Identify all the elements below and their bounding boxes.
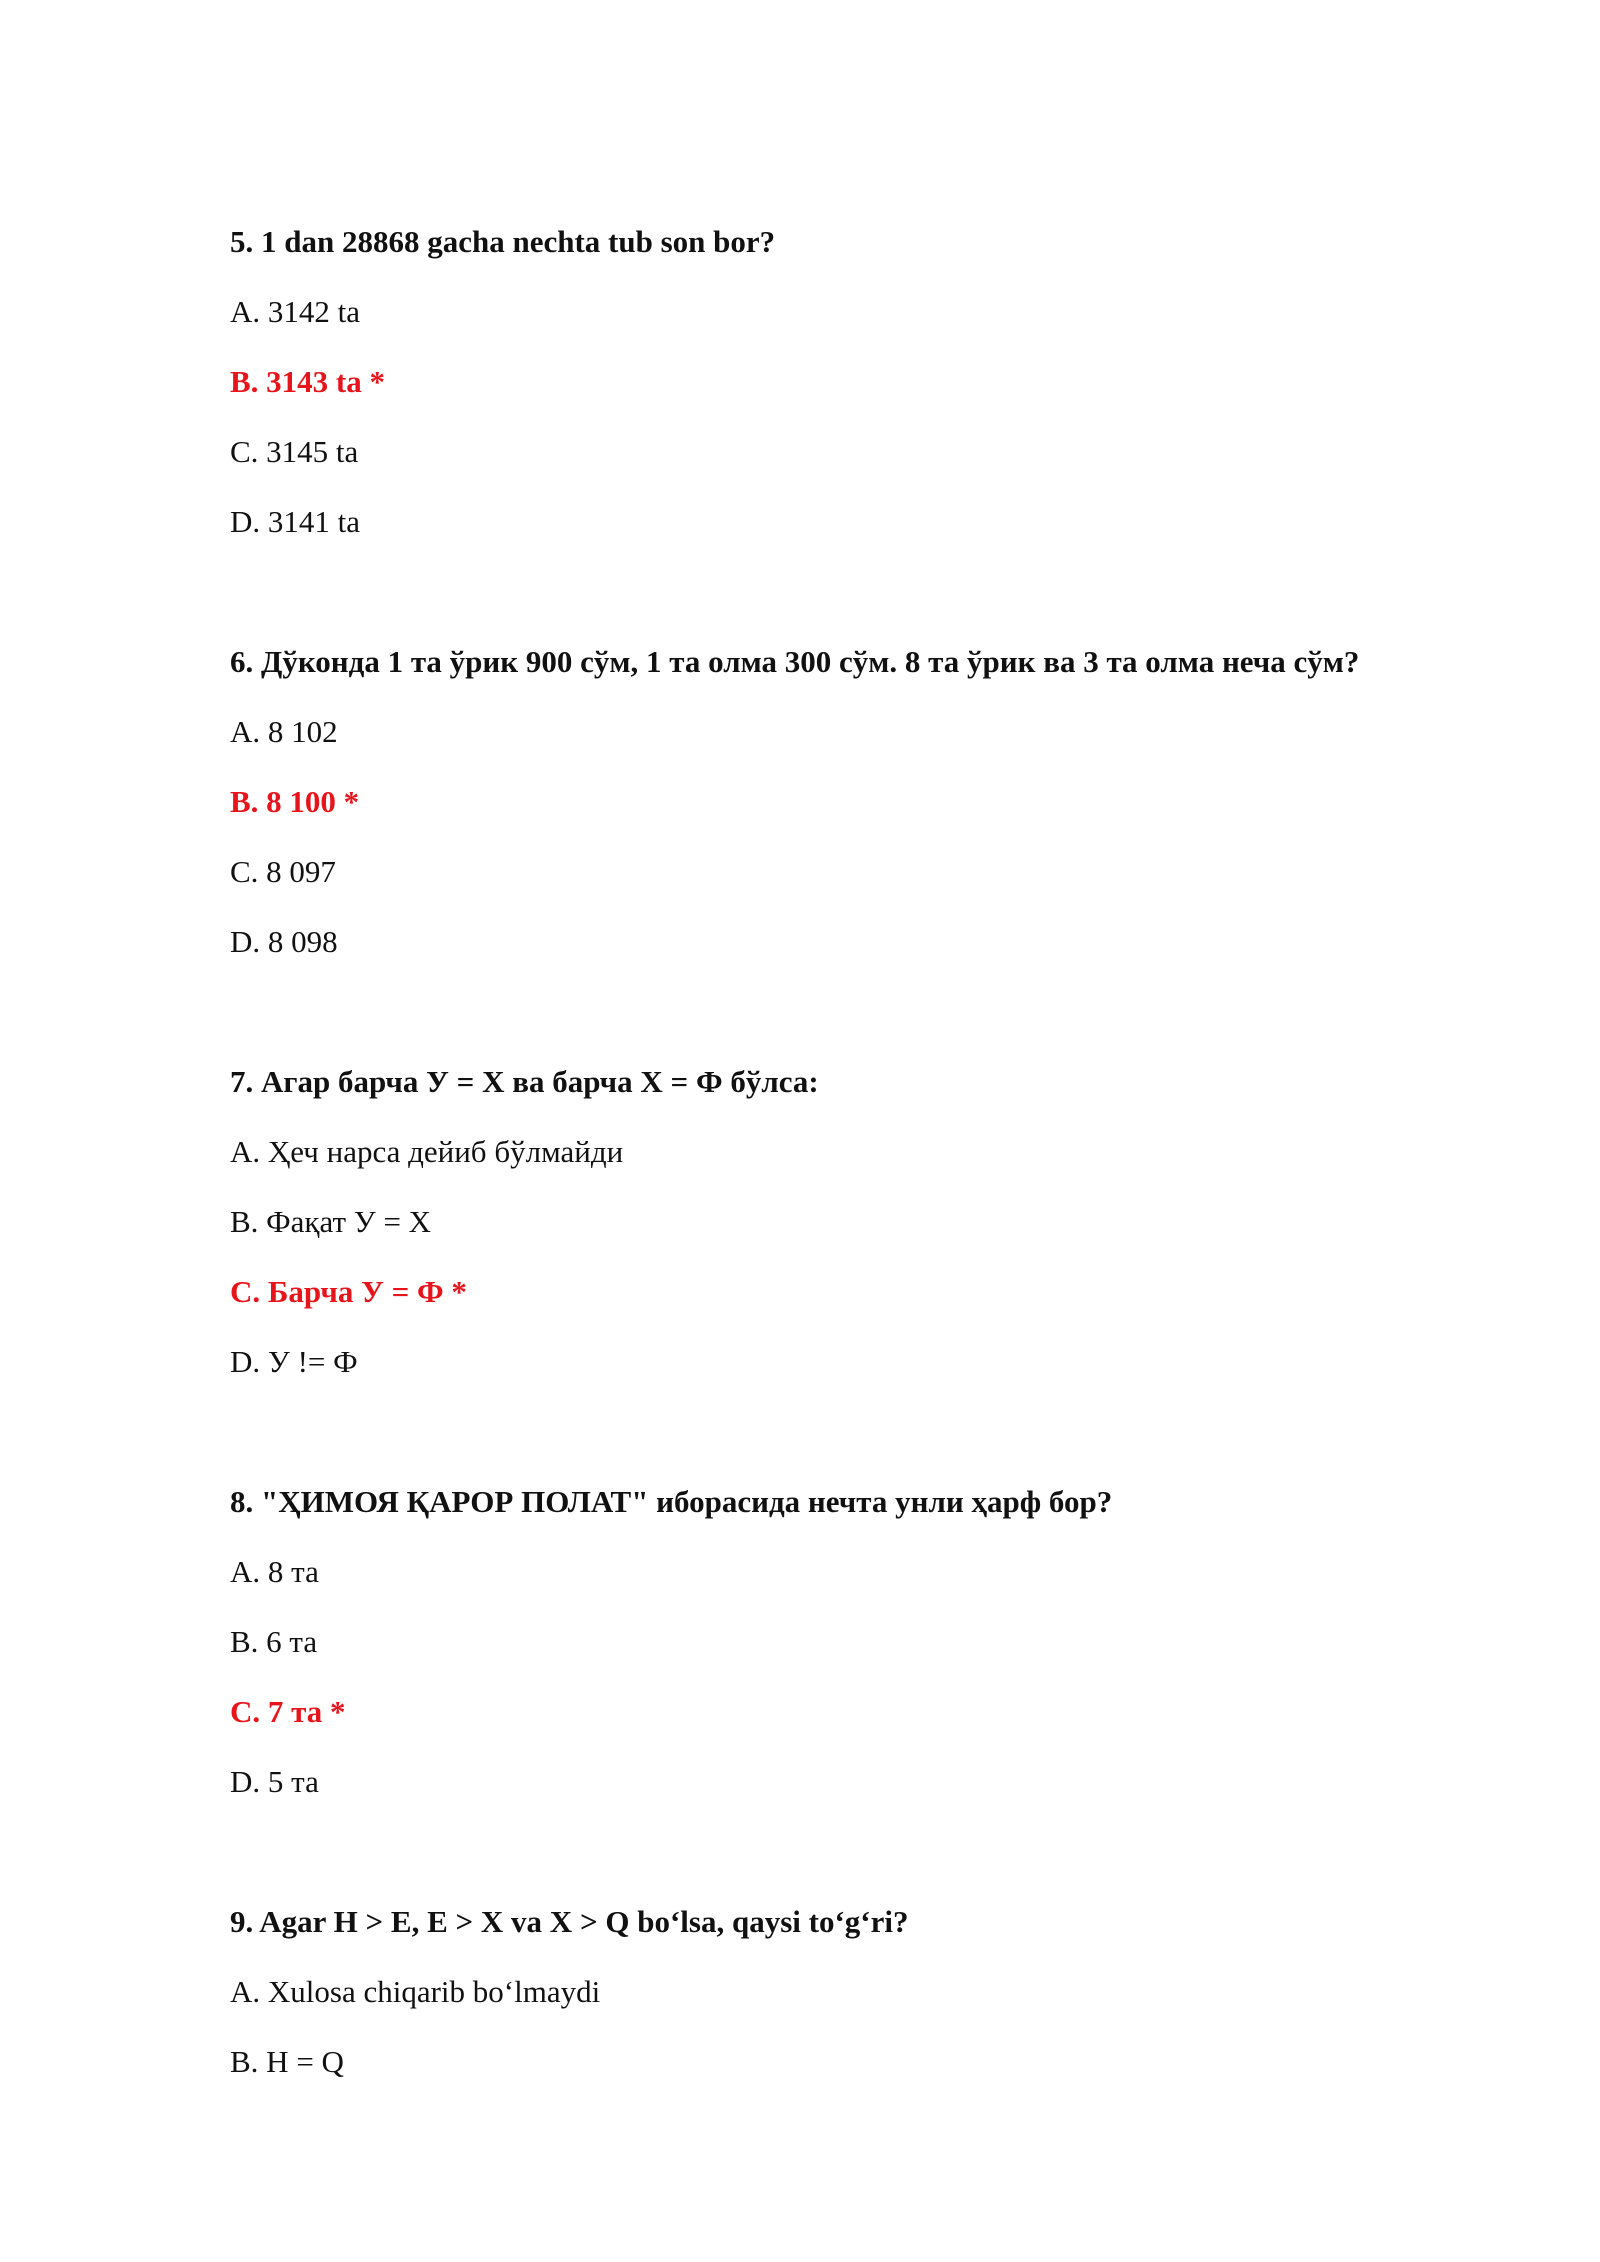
question-7-option-a: A. Ҳеч нарса дейиб бўлмайди (230, 1134, 624, 1169)
question-7-option-c-correct: C. Барча У = Ф * (230, 1274, 467, 1309)
question-8-option-b: B. 6 та (230, 1624, 318, 1659)
question-9: 9. Agar H > E, E > X va X > Q bo‘lsa, qaysi to‘g‘ri? (230, 1904, 909, 1939)
question-6: 6. Дўконда 1 та ўрик 900 сўм, 1 та олма 300 сўм. 8 та ўрик ва 3 та олма неча сўм? (230, 644, 1360, 679)
question-8-option-a: A. 8 та (230, 1554, 319, 1589)
question-6-option-c: C. 8 097 (230, 854, 336, 889)
question-5-option-d: D. 3141 ta (230, 504, 361, 539)
question-8: 8. "ҲИМОЯ ҚАРОР ПОЛАТ" иборасида нечта унли ҳарф бор? (230, 1484, 1113, 1519)
question-5-option-a: A. 3142 ta (230, 294, 361, 329)
question-6-option-d: D. 8 098 (230, 924, 338, 959)
question-5-option-c: C. 3145 ta (230, 434, 359, 469)
question-8-option-c-correct: C. 7 та * (230, 1694, 346, 1729)
question-9-option-b: B. H = Q (230, 2044, 344, 2079)
question-7: 7. Агар барча У = Х ва барча Х = Ф бўлса: (230, 1064, 819, 1099)
question-5-option-b-correct: B. 3143 ta * (230, 364, 385, 399)
question-6-option-a: A. 8 102 (230, 714, 338, 749)
question-6-option-b-correct: B. 8 100 * (230, 784, 360, 819)
question-8-option-d: D. 5 та (230, 1764, 319, 1799)
question-7-option-b: B. Фақат У = Х (230, 1204, 432, 1239)
question-5: 5. 1 dan 28868 gacha nechta tub son bor? (230, 224, 776, 259)
question-7-option-d: D. У != Ф (230, 1344, 358, 1379)
question-9-option-a: A. Xulosa chiqarib bo‘lmaydi (230, 1974, 601, 2009)
